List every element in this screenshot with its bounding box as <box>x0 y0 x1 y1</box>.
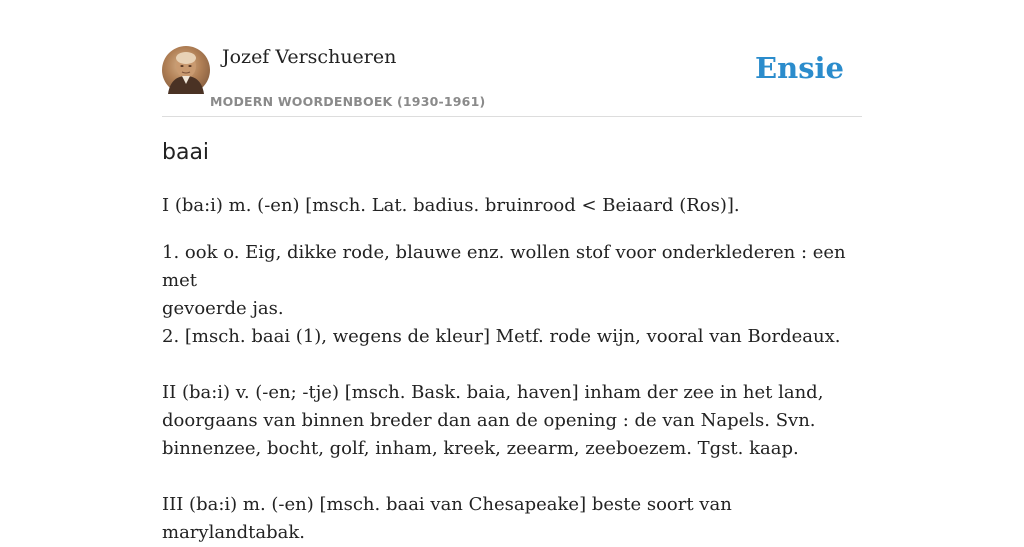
definition-line: II (ba:i) v. (-en; -tje) [msch. Bask. baia, haven] inham der zee in het land, <box>162 382 824 403</box>
definition-line: I (ba:i) m. (-en) [msch. Lat. badius. bruinrood < Beiaard (Ros)]. <box>162 195 740 216</box>
definition-paragraph <box>162 192 862 220</box>
author-name[interactable]: Jozef Verschueren <box>222 46 397 68</box>
headword: baai <box>162 140 210 165</box>
source-label[interactable]: MODERN WOORDENBOEK (1930-1961) <box>210 94 486 109</box>
author-avatar[interactable] <box>162 46 210 94</box>
definition-line: gevoerde jas. <box>162 298 284 319</box>
definition-line: binnenzee, bocht, golf, inham, kreek, zeearm, zeeboezem. Tgst. kaap. <box>162 438 799 459</box>
definition-line: doorgaans van binnen breder dan aan de opening : de van Napels. Svn. <box>162 410 816 431</box>
definition-body <box>162 192 862 547</box>
entry-header <box>162 44 862 117</box>
ensie-logo[interactable]: Ensie <box>755 51 844 85</box>
definition-line: III (ba:i) m. (-en) [msch. baai van Chesapeake] beste soort van marylandtabak. <box>162 494 732 543</box>
definition-line: 1. ook o. Eig, dikke rode, blauwe enz. wollen stof voor onderklederen : een met <box>162 242 846 291</box>
definition-line: 2. [msch. baai (1), wegens de kleur] Metf. rode wijn, vooral van Bordeaux. <box>162 326 841 347</box>
definition-paragraph <box>162 491 862 547</box>
definition-paragraph <box>162 239 862 351</box>
definition-paragraph <box>162 379 862 463</box>
author-portrait-icon <box>162 46 210 94</box>
